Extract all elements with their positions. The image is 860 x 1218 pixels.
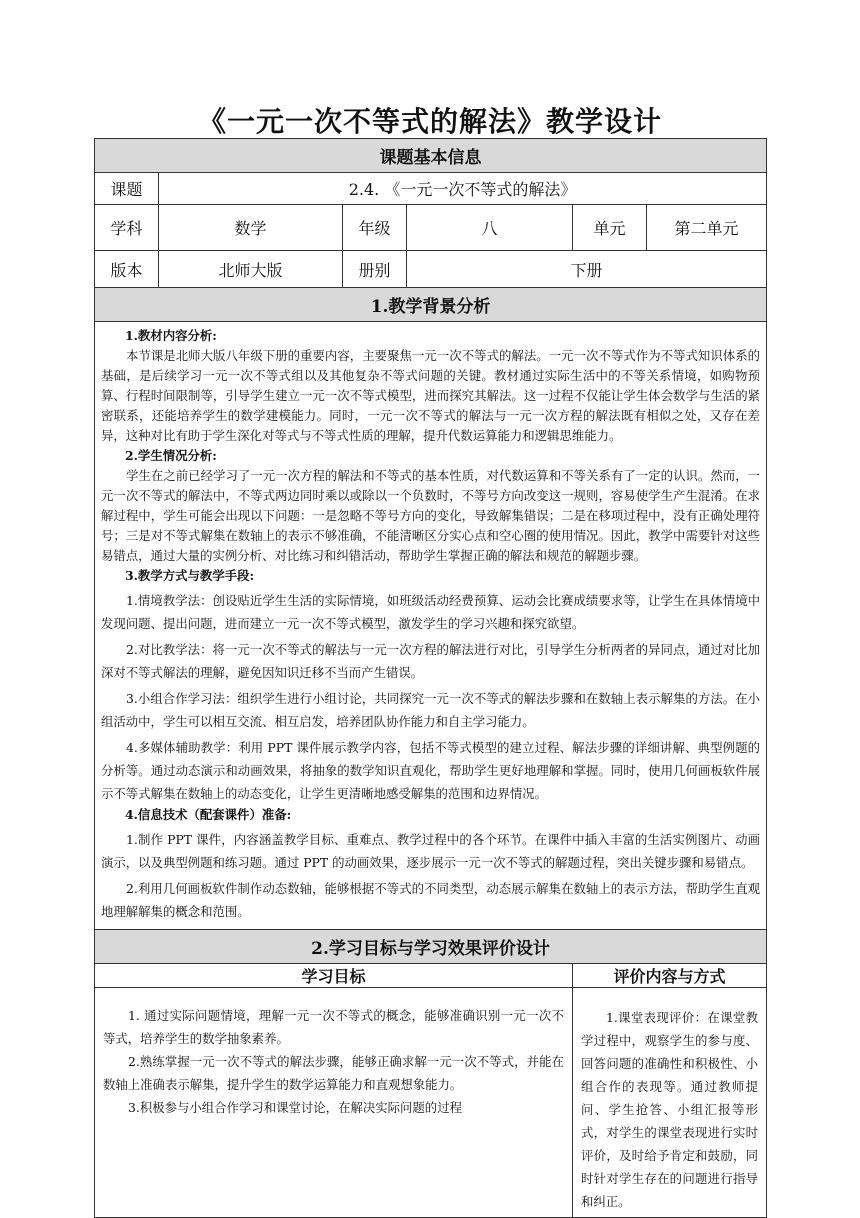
method-situational: 1.情境教学法：创设贴近学生生活的实际情境，如班级活动经费预算、运动会比赛成绩要求等，让学生在具体情境中发现问题、提出问题，进而建立一元一次不等式模型，激发学生的学习兴趣和探究欲望。: [101, 593, 761, 631]
it-preparation-heading: 4.信息技术（配套课件）准备:: [125, 807, 292, 822]
goal-3: 3.积极参与小组合作学习和课堂讨论，在解决实际问题的过程: [128, 1100, 462, 1115]
method-group-work: 3.小组合作学习法：组织学生进行小组讨论，共同探究一元一次不等式的解法步骤和在数轴上表示解集的方法。在小组活动中，学生可以相互交流、相互启发，培养团队协作能力和自主学习能力。: [101, 691, 761, 729]
volume-value: 下册: [407, 251, 767, 288]
teaching-methods-heading: 3.教学方式与教学手段:: [125, 568, 255, 583]
section-1-content: [95, 322, 767, 930]
grade-value: 八: [407, 205, 573, 251]
subject-value: 数学: [159, 205, 343, 251]
student-analysis-text: 学生在之前已经学习了一元一次方程的解法和不等式的基本性质，对代数运算和不等关系有了一定的认识。然而，一元一次不等式的解法中，不等式两边同时乘以或除以一个负数时，不等号方向改变这一规则，容易使学生产生混淆。在求解过程中，学生可能会出现以下问题：一是忽略不等号方向的变化，导致解集错误；二是在移项过程中，没有正确处理符号；三是对不等式解集在数轴上的表示不够准确，不能清晰区分实心点和空心圈的使用情况。因此，教学中需要针对这些易错点，通过大量的实例分析、对比练习和纠错活动，帮助学生掌握正确的解法和规范的解题步骤。: [101, 468, 761, 563]
section-1-header: 1.教学背景分析: [95, 288, 767, 322]
textbook-analysis-heading: 1.教材内容分析:: [125, 328, 217, 343]
lesson-plan-table-wrap: [94, 138, 766, 1218]
goal-2: 2.熟练掌握一元一次不等式的解法步骤，能够正确求解一元一次不等式，并能在数轴上准确表示解集，提升学生的数学运算能力和直观想象能力。: [103, 1054, 564, 1092]
volume-label: 册别: [343, 251, 407, 288]
goal-1: 1. 通过实际问题情境，理解一元一次不等式的概念，能够准确识别一元一次不等式，培养学生的数学抽象素养。: [103, 1008, 564, 1046]
document-title: 《一元一次不等式的解法》教学设计: [197, 105, 662, 138]
method-comparison: 2.对比教学法：将一元一次不等式的解法与一元一次方程的解法进行对比，引导学生分析两者的异同点，通过对比加深对不等式解法的理解，避免因知识迁移不当而产生错误。: [101, 642, 761, 680]
unit-value: 第二单元: [647, 205, 767, 251]
subject-label: 学科: [95, 205, 159, 251]
lesson-plan-table: [94, 138, 767, 1218]
evaluation-cell: [573, 988, 767, 1218]
method-multimedia: 4.多媒体辅助教学：利用 PPT 课件展示教学内容，包括不等式模型的建立过程、解法步骤的详细讲解、典型例题的分析等。通过动态演示和动画效果，将抽象的数学知识直观化，帮助学生更好地理解和掌握。同时，使用几何画板软件展示不等式解集在数轴上的动态变化，让学生更清晰地感受解集的范围和边界情况。: [101, 740, 761, 801]
textbook-analysis-text: 本节课是北师大版八年级下册的重要内容，主要聚焦一元一次不等式的解法。一元一次不等式作为不等式知识体系的基础，是后续学习一元一次不等式组以及其他复杂不等式问题的关键。教材通过实际生活中的不等关系情境，如购物预算、行程时间限制等，引导学生建立一元一次不等式模型，进而探究其解法。这一过程不仅能让学生体会数学与生活的紧密联系，还能培养学生的数学建模能力。同时，一元一次不等式的解法与一元一次方程的解法既有相似之处，又存在差异，这种对比有助于学生深化对等式与不等式性质的理解，提升代数运算能力和逻辑思维能力。: [101, 348, 761, 443]
section-2-header: 2.学习目标与学习效果评价设计: [95, 930, 767, 964]
it-geometry-sketchpad: 2.利用几何画板软件制作动态数轴，能够根据不等式的不同类型，动态展示解集在数轴上的表示方法，帮助学生直观地理解解集的概念和范围。: [101, 881, 761, 919]
evaluation-1: 1.课堂表现评价：在课堂教学过程中，观察学生的参与度、回答问题的准确性和积极性、小组合作的表现等。通过教师提问、学生抢答、小组汇报等形式，对学生的课堂表现进行实时评价，及时给予肯定和鼓励，同时针对学生存在的问题进行指导和纠正。: [581, 1010, 759, 1209]
edition-label: 版本: [95, 251, 159, 288]
learning-goals-cell: [95, 988, 573, 1218]
learning-goals-column-header: 学习目标: [95, 964, 573, 988]
grade-label: 年级: [343, 205, 407, 251]
it-ppt: 1.制作 PPT 课件，内容涵盖教学目标、重难点、教学过程中的各个环节。在课件中插入丰富的生活实例图片、动画演示，以及典型例题和练习题。通过 PPT 的动画效果，逐步展示一元一次不等式的解题过程，突出关键步骤和易错点。: [101, 832, 761, 870]
student-analysis-heading: 2.学生情况分析:: [125, 448, 217, 463]
topic-value: 2.4. 《一元一次不等式的解法》: [159, 173, 767, 205]
unit-label: 单元: [573, 205, 647, 251]
evaluation-column-header: 评价内容与方式: [573, 964, 767, 988]
edition-value: 北师大版: [159, 251, 343, 288]
topic-label: 课题: [95, 173, 159, 205]
basic-info-header: 课题基本信息: [95, 139, 767, 173]
